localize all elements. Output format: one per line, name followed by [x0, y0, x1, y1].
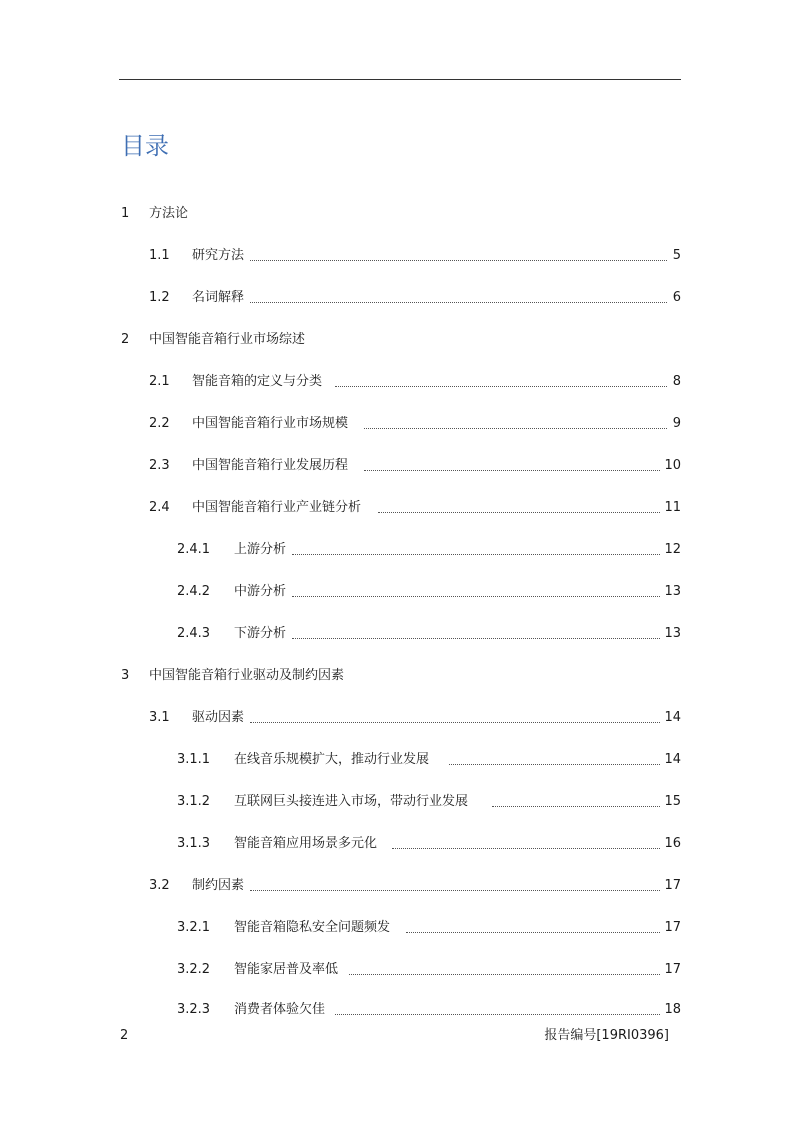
toc-entry-number: 3.1.2 [177, 794, 211, 809]
toc-entry-page: 8 [672, 374, 681, 389]
toc-entry[interactable] [177, 960, 681, 980]
toc-entry-page: 11 [664, 500, 681, 515]
toc-entry-number: 1.1 [149, 248, 170, 263]
toc-dot-leader [404, 918, 662, 938]
toc-entry-page: 13 [664, 626, 681, 641]
toc-dot-leader [347, 960, 662, 980]
toc-entry-title: 智能家居普及率低 [234, 962, 339, 977]
toc-entry-page: 14 [664, 710, 681, 725]
toc-entry-title: 中国智能音箱行业市场规模 [192, 416, 349, 431]
toc-entry-page: 10 [664, 458, 681, 473]
toc-entry[interactable] [121, 204, 681, 224]
toc-entry[interactable] [149, 414, 681, 434]
toc-entry-title: 互联网巨头接连进入市场，带动行业发展 [234, 794, 469, 809]
toc-entry-number: 3.1.3 [177, 836, 211, 851]
toc-entry-title: 中游分析 [234, 584, 287, 599]
toc-entry-number: 2.1 [149, 374, 170, 389]
toc-entry[interactable] [149, 498, 681, 518]
toc-entry[interactable] [149, 456, 681, 476]
toc-entry-title: 驱动因素 [192, 710, 245, 725]
toc-entry-number: 3.2.2 [177, 962, 211, 977]
toc-dot-leader [290, 582, 662, 602]
toc-entry[interactable] [177, 792, 681, 812]
toc-entry-number: 2 [121, 332, 130, 347]
toc-dot-leader [248, 708, 662, 728]
toc-entry-title: 制约因素 [192, 878, 245, 893]
toc-entry-number: 2.2 [149, 416, 170, 431]
toc-entry-title: 中国智能音箱行业产业链分析 [192, 500, 362, 515]
toc-entry[interactable] [149, 288, 681, 308]
toc-entry-page: 14 [664, 752, 681, 767]
toc-entry[interactable] [177, 540, 681, 560]
toc-dot-leader [362, 414, 669, 434]
toc-entry[interactable] [177, 1000, 681, 1020]
toc-entry-title: 消费者体验欠佳 [234, 1002, 326, 1017]
toc-entry-title: 中国智能音箱行业市场综述 [149, 332, 306, 347]
toc-entry[interactable] [177, 624, 681, 644]
toc-dot-leader [333, 372, 669, 392]
toc-entry-page: 17 [664, 962, 681, 977]
toc-entry-title: 智能音箱隐私安全问题频发 [234, 920, 391, 935]
toc-entry-number: 3.1.1 [177, 752, 211, 767]
toc-dot-leader [362, 456, 662, 476]
toc-entry-title: 上游分析 [234, 542, 287, 557]
toc-dot-leader [248, 876, 662, 896]
toc-dot-leader [290, 624, 662, 644]
toc-entry-page: 6 [672, 290, 681, 305]
toc-entry-number: 1.2 [149, 290, 170, 305]
toc-entry[interactable] [149, 876, 681, 896]
toc-entry-page: 16 [664, 836, 681, 851]
toc-dot-leader [376, 498, 662, 518]
toc-entry[interactable] [149, 372, 681, 392]
toc-dot-leader [490, 792, 662, 812]
toc-entry-number: 3 [121, 668, 130, 683]
toc-entry-page: 5 [672, 248, 681, 263]
toc-entry-page: 17 [664, 878, 681, 893]
toc-dot-leader [248, 246, 669, 266]
toc-entry-number: 2.3 [149, 458, 170, 473]
toc-dot-leader [248, 288, 669, 308]
toc-entry-number: 1 [121, 206, 130, 221]
toc-entry-title: 中国智能音箱行业发展历程 [192, 458, 349, 473]
toc-entry-number: 2.4.3 [177, 626, 211, 641]
toc-entry[interactable] [177, 834, 681, 854]
toc-entry-number: 2.4 [149, 500, 170, 515]
toc-entry-title: 中国智能音箱行业驱动及制约因素 [149, 668, 345, 683]
toc-entry[interactable] [149, 246, 681, 266]
toc-entry-number: 2.4.2 [177, 584, 211, 599]
header-rule [119, 79, 681, 80]
toc-entry[interactable] [177, 750, 681, 770]
toc-entry-page: 9 [672, 416, 681, 431]
toc-entry-title: 下游分析 [234, 626, 287, 641]
toc-entry-page: 15 [664, 794, 681, 809]
toc-entry-page: 12 [664, 542, 681, 557]
toc-entry-page: 17 [664, 920, 681, 935]
toc-entry-title: 名词解释 [192, 290, 245, 305]
footer-report-id: 报告编号[19RI0396] [544, 1028, 669, 1043]
toc-entry-page: 13 [664, 584, 681, 599]
toc-entry[interactable] [177, 582, 681, 602]
toc-entry-title: 智能音箱的定义与分类 [192, 374, 323, 389]
toc-entry-title: 智能音箱应用场景多元化 [234, 836, 378, 851]
toc-entry[interactable] [177, 918, 681, 938]
toc-dot-leader [333, 1000, 662, 1020]
toc-entry-page: 18 [664, 1002, 681, 1017]
toc-entry-title: 研究方法 [192, 248, 245, 263]
toc-title: 目录 [121, 132, 169, 160]
toc-entry-number: 3.2.1 [177, 920, 211, 935]
toc-dot-leader [447, 750, 662, 770]
toc-entry-number: 3.2 [149, 878, 170, 893]
toc-entry-number: 3.1 [149, 710, 170, 725]
toc-entry-number: 2.4.1 [177, 542, 211, 557]
toc-entry[interactable] [121, 666, 681, 686]
toc-entry-title: 在线音乐规模扩大，推动行业发展 [234, 752, 430, 767]
toc-entry-title: 方法论 [149, 206, 189, 221]
toc-dot-leader [390, 834, 662, 854]
toc-entry[interactable] [149, 708, 681, 728]
footer-page-number: 2 [120, 1028, 129, 1043]
toc-dot-leader [290, 540, 662, 560]
toc-entry[interactable] [121, 330, 681, 350]
toc-entry-number: 3.2.3 [177, 1002, 211, 1017]
